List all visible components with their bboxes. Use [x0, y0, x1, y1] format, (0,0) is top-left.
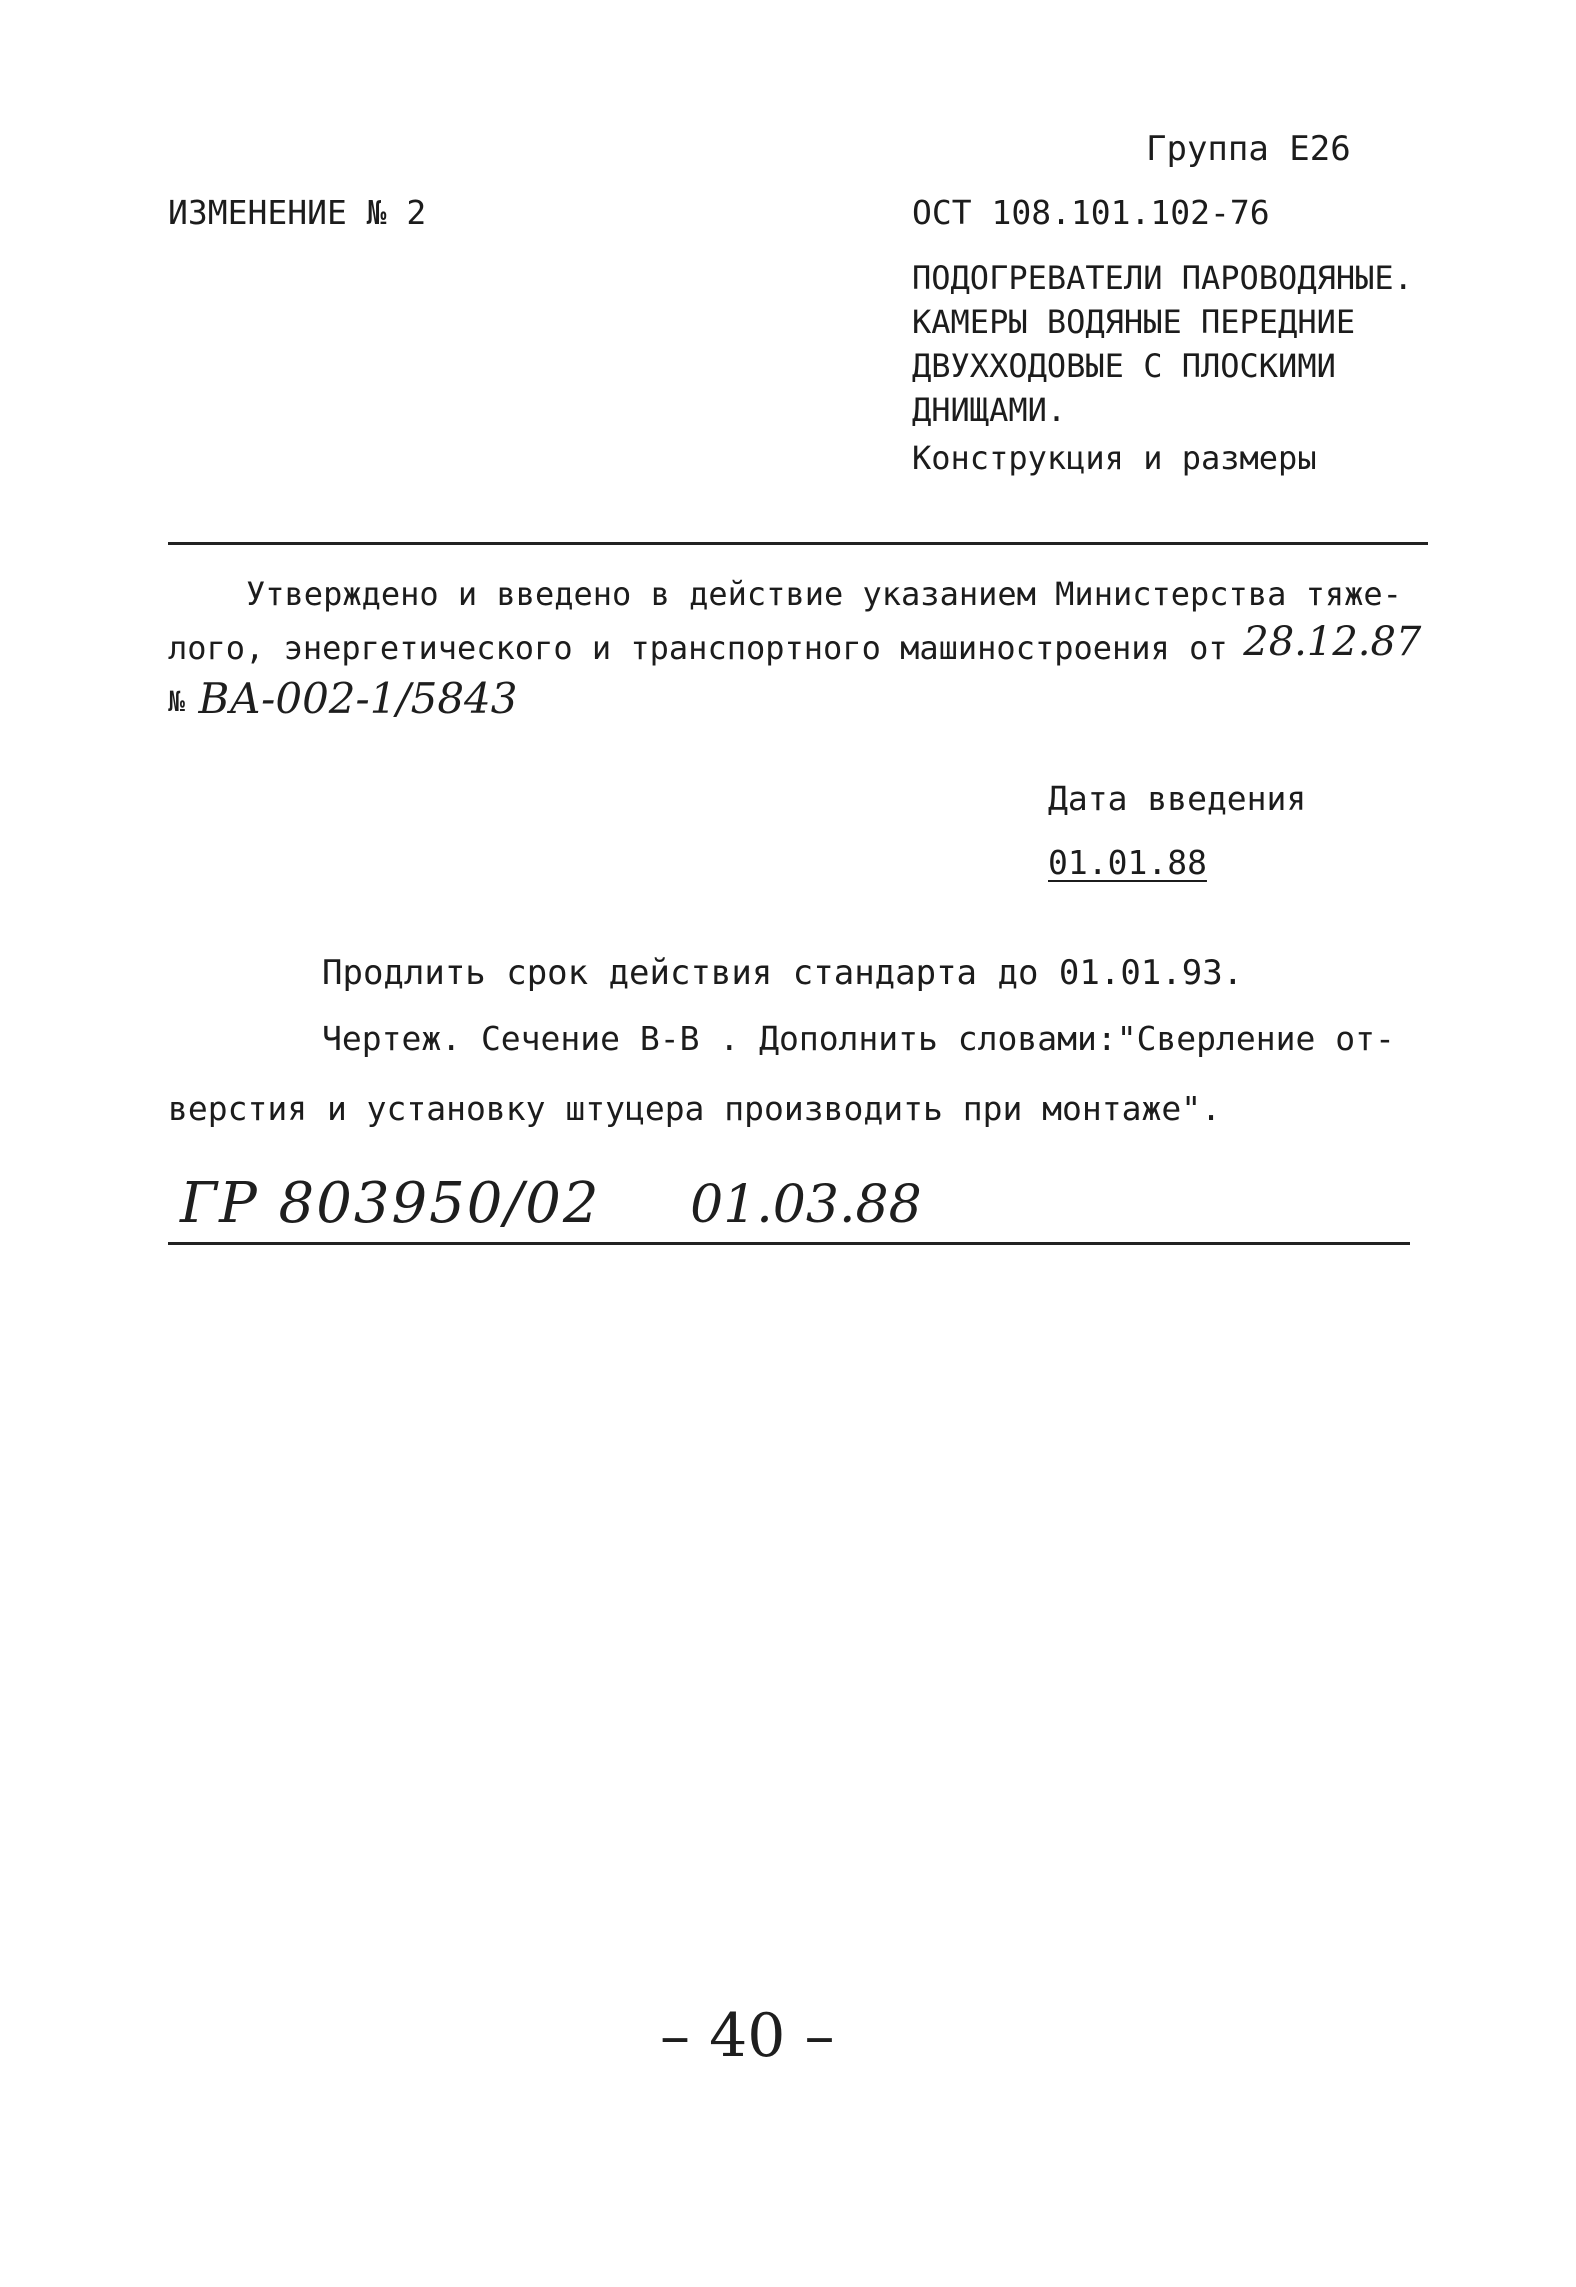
paragraph-extension: Продлить срок действия стандарта до 01.01.93. — [322, 953, 1244, 993]
change-label: ИЗМЕНЕНИЕ № 2 — [168, 193, 427, 232]
title-line: ПОДОГРЕВАТЕЛИ ПАРОВОДЯНЫЕ. — [912, 259, 1413, 297]
handwritten-decree-date: 28.12.87 — [1243, 619, 1422, 665]
title-line: Конструкция и размеры — [912, 439, 1317, 477]
number-sign: № — [168, 685, 185, 718]
approval-line-2 — [168, 619, 1422, 667]
title-line: ДНИЩАМИ. — [912, 391, 1067, 429]
registration-stamp — [180, 1171, 922, 1236]
effective-date-value: 01.01.88 — [1048, 843, 1207, 882]
registration-code: ГР 803950/02 — [180, 1171, 601, 1236]
approval-line-3 — [168, 674, 518, 723]
effective-date-label: Дата введения — [1048, 779, 1307, 818]
approval-line-1: Утверждено и введено в действие указанием Министерства тяже- — [246, 575, 1402, 613]
title-line: КАМЕРЫ ВОДЯНЫЕ ПЕРЕДНИЕ — [912, 303, 1356, 341]
header-divider — [168, 542, 1428, 545]
approval-line-2-text: лого, энергетического и транспортного машиностроения от — [168, 629, 1228, 667]
handwritten-decree-number: ВА-002-1/5843 — [198, 674, 518, 723]
paragraph-drawing-line-1: Чертеж. Сечение В-В . Дополнить словами:"Сверление от- — [322, 1019, 1395, 1058]
paragraph-drawing-line-2: верстия и установку штуцера производить при монтаже". — [168, 1089, 1221, 1128]
title-line: ДВУХХОДОВЫЕ С ПЛОСКИМИ — [912, 347, 1336, 385]
registration-date: 01.03.88 — [690, 1175, 922, 1235]
page-number: – 40 – — [660, 2001, 835, 2071]
registration-underline — [168, 1242, 1410, 1245]
standard-code: ОСТ 108.101.102-76 — [912, 193, 1270, 232]
group-label: Группа Е26 — [1146, 129, 1351, 169]
